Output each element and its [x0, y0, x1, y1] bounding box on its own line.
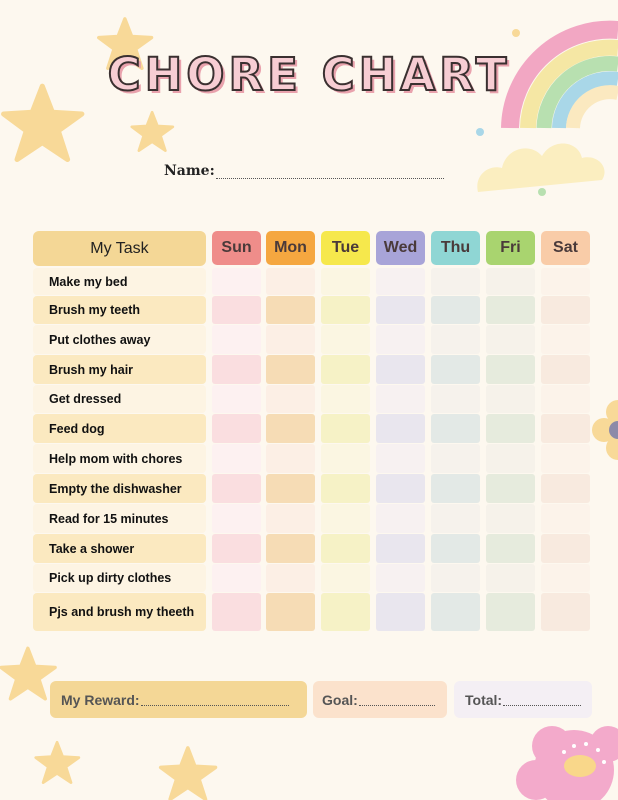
checkbox-cell-sun[interactable] [212, 504, 261, 533]
checkbox-cell-thu[interactable] [431, 593, 480, 631]
checkbox-cell-thu[interactable] [431, 414, 480, 443]
checkbox-cell-thu[interactable] [431, 534, 480, 563]
checkbox-cell-thu[interactable] [431, 355, 480, 384]
star-icon [130, 110, 176, 152]
checkbox-cell-tue[interactable] [321, 564, 370, 592]
reward-line[interactable] [141, 694, 289, 706]
checkbox-cell-mon[interactable] [266, 504, 315, 533]
checkbox-cell-sat[interactable] [541, 325, 590, 354]
checkbox-cell-fri[interactable] [486, 444, 535, 473]
rainbow-icon [470, 8, 618, 198]
name-line[interactable] [216, 166, 444, 179]
checkbox-cell-sat[interactable] [541, 414, 590, 443]
task-row-label: Feed dog [33, 414, 206, 443]
checkbox-cell-fri[interactable] [486, 593, 535, 631]
task-row-label: Get dressed [33, 385, 206, 413]
checkbox-cell-thu[interactable] [431, 385, 480, 413]
day-header-sun: Sun [212, 231, 261, 265]
checkbox-cell-tue[interactable] [321, 534, 370, 563]
goal-label: Goal: [322, 691, 358, 708]
checkbox-cell-fri[interactable] [486, 474, 535, 503]
checkbox-cell-sat[interactable] [541, 474, 590, 503]
checkbox-cell-tue[interactable] [321, 504, 370, 533]
checkbox-cell-tue[interactable] [321, 593, 370, 631]
checkbox-cell-sun[interactable] [212, 296, 261, 324]
checkbox-cell-fri[interactable] [486, 355, 535, 384]
checkbox-cell-sun[interactable] [212, 325, 261, 354]
checkbox-cell-sat[interactable] [541, 593, 590, 631]
checkbox-cell-thu[interactable] [431, 564, 480, 592]
reward-label: My Reward: [61, 691, 140, 708]
checkbox-cell-wed[interactable] [376, 296, 425, 324]
task-row-label: Brush my hair [33, 355, 206, 384]
checkbox-cell-sun[interactable] [212, 534, 261, 563]
flower-icon [590, 400, 618, 460]
checkbox-cell-sun[interactable] [212, 385, 261, 413]
checkbox-cell-fri[interactable] [486, 325, 535, 354]
day-header-sat: Sat [541, 231, 590, 265]
checkbox-cell-sun[interactable] [212, 268, 261, 295]
checkbox-cell-wed[interactable] [376, 414, 425, 443]
task-row-label: Put clothes away [33, 325, 206, 354]
checkbox-cell-thu[interactable] [431, 444, 480, 473]
checkbox-cell-mon[interactable] [266, 296, 315, 324]
checkbox-cell-wed[interactable] [376, 474, 425, 503]
checkbox-cell-thu[interactable] [431, 325, 480, 354]
task-row-label: Empty the dishwasher [33, 474, 206, 503]
checkbox-cell-thu[interactable] [431, 268, 480, 295]
checkbox-cell-tue[interactable] [321, 414, 370, 443]
my-task-header: My Task [33, 231, 206, 266]
checkbox-cell-tue[interactable] [321, 355, 370, 384]
checkbox-cell-mon[interactable] [266, 593, 315, 631]
page-title: CHORE CHART [107, 48, 511, 101]
checkbox-cell-sun[interactable] [212, 593, 261, 631]
chore-grid [33, 231, 590, 631]
checkbox-cell-wed[interactable] [376, 355, 425, 384]
checkbox-cell-mon[interactable] [266, 414, 315, 443]
checkbox-cell-mon[interactable] [266, 355, 315, 384]
checkbox-cell-sat[interactable] [541, 504, 590, 533]
checkbox-cell-wed[interactable] [376, 325, 425, 354]
checkbox-cell-wed[interactable] [376, 504, 425, 533]
task-row-label: Pjs and brush my theeth [33, 593, 206, 631]
checkbox-cell-fri[interactable] [486, 296, 535, 324]
task-row-label: Help mom with chores [33, 444, 206, 473]
task-row-label: Pick up dirty clothes [33, 564, 206, 592]
task-row-label: Brush my teeth [33, 296, 206, 324]
task-row-label: Take a shower [33, 534, 206, 563]
checkbox-cell-sat[interactable] [541, 296, 590, 324]
checkbox-cell-fri[interactable] [486, 534, 535, 563]
checkbox-cell-tue[interactable] [321, 268, 370, 295]
checkbox-cell-sat[interactable] [541, 534, 590, 563]
total-label: Total: [465, 691, 503, 708]
checkbox-cell-wed[interactable] [376, 534, 425, 563]
name-label: Name: [164, 163, 215, 179]
checkbox-cell-sun[interactable] [212, 414, 261, 443]
checkbox-cell-thu[interactable] [431, 296, 480, 324]
task-row-label: Make my bed [33, 268, 206, 295]
checkbox-cell-sat[interactable] [541, 268, 590, 295]
checkbox-cell-tue[interactable] [321, 444, 370, 473]
checkbox-cell-sat[interactable] [541, 444, 590, 473]
checkbox-cell-tue[interactable] [321, 325, 370, 354]
total-line[interactable] [503, 694, 581, 706]
flower-icon [516, 722, 618, 800]
checkbox-cell-sun[interactable] [212, 444, 261, 473]
checkbox-cell-mon[interactable] [266, 534, 315, 563]
checkbox-cell-thu[interactable] [431, 504, 480, 533]
checkbox-cell-fri[interactable] [486, 414, 535, 443]
checkbox-cell-tue[interactable] [321, 474, 370, 503]
day-header-mon: Mon [266, 231, 315, 265]
checkbox-cell-mon[interactable] [266, 444, 315, 473]
checkbox-cell-thu[interactable] [431, 474, 480, 503]
checkbox-cell-wed[interactable] [376, 385, 425, 413]
reward-box[interactable] [50, 681, 307, 718]
goal-line[interactable] [359, 694, 435, 706]
day-header-thu: Thu [431, 231, 480, 265]
checkbox-cell-sun[interactable] [212, 474, 261, 503]
checkbox-cell-mon[interactable] [266, 564, 315, 592]
task-row-label: Read for 15 minutes [33, 504, 206, 533]
star-icon [34, 740, 82, 784]
checkbox-cell-fri[interactable] [486, 504, 535, 533]
day-header-wed: Wed [376, 231, 425, 265]
name-field[interactable] [164, 163, 444, 179]
checkbox-cell-sat[interactable] [541, 355, 590, 384]
checkbox-cell-mon[interactable] [266, 325, 315, 354]
checkbox-cell-wed[interactable] [376, 268, 425, 295]
day-header-tue: Tue [321, 231, 370, 265]
checkbox-cell-sat[interactable] [541, 385, 590, 413]
checkbox-cell-tue[interactable] [321, 385, 370, 413]
checkbox-cell-mon[interactable] [266, 268, 315, 295]
star-icon [158, 745, 220, 800]
checkbox-cell-wed[interactable] [376, 593, 425, 631]
checkbox-cell-wed[interactable] [376, 444, 425, 473]
checkbox-cell-sun[interactable] [212, 564, 261, 592]
checkbox-cell-fri[interactable] [486, 385, 535, 413]
day-header-fri: Fri [486, 231, 535, 265]
checkbox-cell-wed[interactable] [376, 564, 425, 592]
goal-box[interactable] [313, 681, 447, 718]
checkbox-cell-sun[interactable] [212, 355, 261, 384]
checkbox-cell-fri[interactable] [486, 564, 535, 592]
checkbox-cell-mon[interactable] [266, 385, 315, 413]
checkbox-cell-tue[interactable] [321, 296, 370, 324]
checkbox-cell-mon[interactable] [266, 474, 315, 503]
checkbox-cell-fri[interactable] [486, 268, 535, 295]
checkbox-cell-sat[interactable] [541, 564, 590, 592]
total-box[interactable] [454, 681, 592, 718]
